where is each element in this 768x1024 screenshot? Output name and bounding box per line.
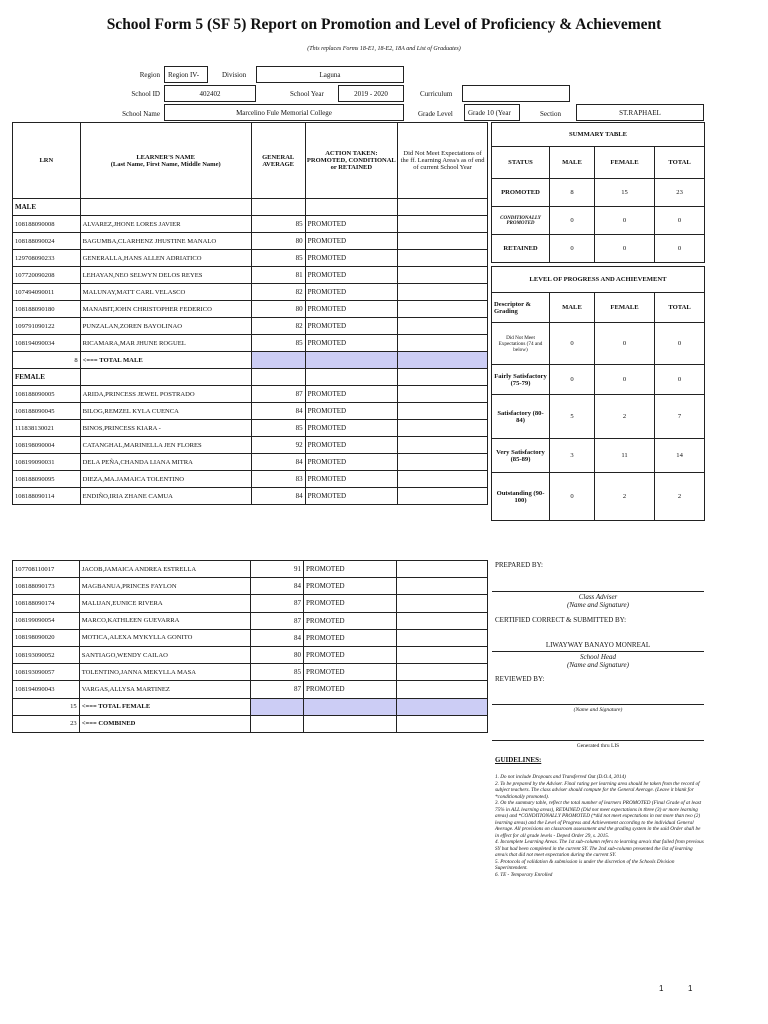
lrn-header: LRN: [13, 123, 81, 199]
learner-lrn: 108193090052: [13, 646, 80, 663]
blank-cell: [251, 199, 305, 216]
learners-table: [12, 122, 488, 505]
guideline-item: 1. Do not include Dropouts and Transferred Out (D.O.4, 2014): [495, 774, 626, 780]
learner-name: MANABIT,JOHN CHRISTOPHER FEDERICO: [80, 301, 251, 318]
learner-lrn: 108188090095: [13, 471, 81, 488]
prepared-by-label: PREPARED BY:: [495, 561, 543, 569]
learner-lrn: 108188090174: [13, 595, 80, 612]
male-section-label: MALE: [13, 199, 81, 216]
progress-title: LEVEL OF PROGRESS AND ACHIEVEMENT: [492, 267, 705, 293]
learner-action: PROMOTED: [304, 664, 397, 681]
adviser-sub: (Name and Signature): [567, 601, 629, 609]
learner-action: PROMOTED: [305, 233, 398, 250]
learner-name: DIEZA,MA.JAMAICA TOLENTINO: [80, 471, 251, 488]
learner-name: BINOS,PRINCESS KIARA -: [80, 420, 251, 437]
combined-row: [13, 715, 488, 732]
school-year-label: School Year: [290, 90, 324, 98]
learner-action: PROMOTED: [305, 488, 398, 505]
female-section-label: FEMALE: [13, 369, 81, 386]
learner-average: 84: [251, 403, 305, 420]
school-head-sub: (Name and Signature): [567, 661, 629, 669]
learner-lrn: 108194090034: [13, 335, 81, 352]
summary-col-status: STATUS: [492, 147, 550, 179]
learner-lrn: 108194090043: [13, 681, 80, 698]
summary-row-status: PROMOTED: [492, 179, 550, 207]
blank-cell: [398, 199, 488, 216]
learner-name: ALVAREZ,JHONE LORES JAVIER: [80, 216, 251, 233]
learner-name: CATANGHAL,MARINELLA JEN FLORES: [80, 437, 251, 454]
grade-level-field: Grade 10 (Year: [464, 104, 520, 121]
learner-nme: [398, 233, 488, 250]
learner-row: [13, 595, 488, 612]
learner-average: 87: [251, 681, 304, 698]
section-label: Section: [540, 110, 561, 118]
learner-nme: [397, 578, 488, 595]
progress-cell: 0: [550, 473, 595, 521]
learner-row: [13, 664, 488, 681]
male-section: [13, 199, 488, 216]
learner-average: 85: [251, 420, 305, 437]
learner-nme: [397, 595, 488, 612]
learner-lrn: 108188090114: [13, 488, 81, 505]
progress-col-male: MALE: [550, 293, 595, 323]
learner-average: 80: [251, 301, 305, 318]
learner-name: MALUNAY,MATT CARL VELASCO: [80, 284, 251, 301]
learner-row: [13, 318, 488, 335]
learner-nme: [398, 267, 488, 284]
learner-action: PROMOTED: [304, 578, 397, 595]
learner-name: VARGAS,ALLYSA MARTINEZ: [79, 681, 251, 698]
learner-nme: [397, 646, 488, 663]
learner-row: [13, 216, 488, 233]
shaded-cell: [251, 698, 304, 715]
learner-average: 87: [251, 595, 304, 612]
name-header: LEARNER'S NAME (Last Name, First Name, Middle Name): [80, 123, 251, 199]
learner-name: ENDIÑO,IRIA ZHANE CAMUA: [80, 488, 251, 505]
learner-action: PROMOTED: [304, 561, 397, 578]
certified-label: CERTIFIED CORRECT & SUBMITTED BY:: [495, 616, 627, 624]
learner-lrn: 108199090031: [13, 454, 81, 471]
blank-cell: [397, 715, 488, 732]
learner-nme: [398, 301, 488, 318]
learner-name: MARCO,KATHLEEN GUEVARRA: [79, 612, 251, 629]
progress-cell: 0: [655, 323, 705, 365]
progress-cell: 2: [655, 473, 705, 521]
grade-level-label: Grade Level: [418, 110, 453, 118]
head-signature-line: [492, 651, 704, 652]
summary-cell: 23: [655, 179, 705, 207]
learner-row: [13, 646, 488, 663]
combined-count: 23: [13, 715, 80, 732]
summary-cell: 0: [655, 207, 705, 235]
learner-average: 87: [251, 386, 305, 403]
learner-nme: [398, 488, 488, 505]
total-female-label: <=== TOTAL FEMALE: [79, 698, 251, 715]
school-head-name: LIWAYWAY BANAYO MONREAL: [545, 641, 651, 649]
learner-name: GENERALLA,HANS ALLEN ADRIATICO: [80, 250, 251, 267]
school-head-role: School Head: [580, 653, 616, 661]
learner-row: [13, 267, 488, 284]
learner-average: 81: [251, 267, 305, 284]
learner-average: 85: [251, 664, 304, 681]
school-name-label: School Name: [122, 110, 160, 118]
progress-cell: 7: [655, 395, 705, 439]
blank-cell: [305, 199, 398, 216]
learner-lrn: 111838130021: [13, 420, 81, 437]
learner-action: PROMOTED: [305, 454, 398, 471]
guideline-item: 5. Protocols of validation & submission is under the discretion of the Schools Division Superintendent.: [495, 858, 675, 871]
curriculum-field: [462, 85, 570, 102]
action-header: ACTION TAKEN: PROMOTED, CONDITIONAL or RETAINED: [305, 123, 398, 199]
page-title: School Form 5 (SF 5) Report on Promotion and Level of Proficiency & Achievement: [106, 16, 662, 33]
learner-row: [13, 561, 488, 578]
learner-average: 87: [251, 612, 304, 629]
learner-lrn: 108198090004: [13, 437, 81, 454]
progress-col-total: TOTAL: [655, 293, 705, 323]
learner-lrn: 129708090233: [13, 250, 81, 267]
learner-nme: [398, 216, 488, 233]
progress-col-desc: Descriptor & Grading: [492, 293, 550, 323]
blank-cell: [80, 369, 251, 386]
learner-action: PROMOTED: [305, 437, 398, 454]
summary-cell: 15: [594, 179, 654, 207]
learner-action: PROMOTED: [304, 681, 397, 698]
curriculum-label: Curriculum: [420, 90, 453, 98]
learner-action: PROMOTED: [304, 646, 397, 663]
learner-row: [13, 284, 488, 301]
summary-cell: 0: [594, 235, 654, 263]
learner-name: PUNZALAN,ZOREN BAYOLINAO: [80, 318, 251, 335]
total-male-label: <=== TOTAL MALE: [80, 352, 251, 369]
guideline-item: 2. To be prepared by the Adviser. Final rating per learning area should be taken from the record of subject teachers. The class adviser should compute for the General Average. (Leave it blank for *conditionally promoted).: [495, 780, 700, 800]
learner-action: PROMOTED: [305, 267, 398, 284]
learner-average: 91: [251, 561, 304, 578]
division-label: Division: [222, 71, 247, 79]
learner-lrn: 108188090173: [13, 578, 80, 595]
total-female-count: 15: [13, 698, 80, 715]
learner-name: MALIJAN,EUNICE RIVERA: [79, 595, 251, 612]
learner-average: 85: [251, 216, 305, 233]
progress-cell: 0: [594, 365, 654, 395]
learner-nme: [398, 403, 488, 420]
learner-action: PROMOTED: [304, 595, 397, 612]
learner-row: [13, 629, 488, 646]
learner-name: MAGBANUA,PRINCES FAYLON: [79, 578, 251, 595]
learner-average: 85: [251, 335, 305, 352]
learner-action: PROMOTED: [305, 335, 398, 352]
learner-average: 84: [251, 488, 305, 505]
learner-name: SANTIAGO,WENDY CAILAO: [79, 646, 251, 663]
reviewed-by-label: REVIEWED BY:: [495, 675, 545, 683]
progress-cell: 0: [550, 365, 595, 395]
school-name-field: Marcelino Fule Memorial College: [164, 104, 404, 121]
reviewer-signature-line: [492, 704, 704, 705]
learner-name: DELA PEÑA,CHANDA LIANA MITRA: [80, 454, 251, 471]
learner-action: PROMOTED: [305, 318, 398, 335]
page-count: 1: [688, 984, 693, 993]
learner-nme: [398, 420, 488, 437]
learner-name: ARIDA,PRINCESS JEWEL POSTRADO: [80, 386, 251, 403]
learner-nme: [398, 250, 488, 267]
blank-cell: [251, 369, 305, 386]
progress-cell: 5: [550, 395, 595, 439]
learner-row: [13, 578, 488, 595]
total-male-count: 8: [13, 352, 81, 369]
learner-lrn: 108188090005: [13, 386, 81, 403]
learner-name: JACOB,JAMAICA ANDREA ESTRELLA: [79, 561, 251, 578]
shaded-cell: [305, 352, 398, 369]
learner-nme: [398, 284, 488, 301]
learner-row: [13, 233, 488, 250]
guidelines-title: GUIDELINES:: [495, 756, 542, 764]
learner-nme: [398, 454, 488, 471]
total-male: [13, 352, 488, 369]
summary-cell: 0: [550, 207, 595, 235]
learner-name: LEHAYAN,NEO SELWYN DELOS REYES: [80, 267, 251, 284]
blank-cell: [305, 369, 398, 386]
shaded-cell: [397, 698, 488, 715]
adviser-signature-line: [492, 591, 704, 592]
guideline-item: 6. TE - Temporary Enrolled: [495, 871, 553, 878]
learner-action: PROMOTED: [304, 612, 397, 629]
page-subtitle: (This replaces Forms 18-E1, 18-E2, 18A and List of Graduates): [307, 46, 461, 52]
progress-col-female: FEMALE: [594, 293, 654, 323]
learner-nme: [397, 629, 488, 646]
learner-average: 82: [251, 318, 305, 335]
learner-lrn: 107708110017: [13, 561, 80, 578]
progress-cell: 3: [550, 439, 595, 473]
learner-average: 80: [251, 646, 304, 663]
progress-cell: 0: [594, 323, 654, 365]
learner-name: TOLENTINO,JANNA MEKYLLA MASA: [79, 664, 251, 681]
blank-cell: [251, 715, 304, 732]
progress-cell: 0: [550, 323, 595, 365]
blank-cell: [398, 369, 488, 386]
learner-nme: [398, 335, 488, 352]
learner-nme: [397, 664, 488, 681]
page-number: 1: [659, 984, 664, 993]
summary-title: SUMMARY TABLE: [492, 123, 705, 147]
progress-cell: 14: [655, 439, 705, 473]
guideline-item: 4. Incomplete Learning Areas. The 1st sub-column refers to learning area/s that failed from previous SY but had been completed in the current SY. The 2nd sub-column presented the list of learning area/s that did not meet expectation during the current SY.: [495, 839, 704, 858]
learner-lrn: 108188090180: [13, 301, 81, 318]
school-id-label: School ID: [131, 90, 160, 98]
learner-row: [13, 420, 488, 437]
shaded-cell: [304, 698, 397, 715]
summary-row-status: CONDITIONALLY PROMOTED: [492, 207, 550, 235]
learner-nme: [397, 561, 488, 578]
region-field: Region IV-: [164, 66, 208, 83]
summary-cell: 0: [655, 235, 705, 263]
shaded-cell: [398, 352, 488, 369]
summary-col-female: FEMALE: [594, 147, 654, 179]
summary-col-total: TOTAL: [655, 147, 705, 179]
learner-average: 84: [251, 454, 305, 471]
total-female: [13, 698, 488, 715]
learner-action: PROMOTED: [305, 471, 398, 488]
learner-nme: [398, 318, 488, 335]
learner-row: [13, 386, 488, 403]
learner-lrn: 108193090057: [13, 664, 80, 681]
learner-action: PROMOTED: [305, 301, 398, 318]
summary-table: [491, 122, 705, 263]
school-id-field: 402402: [164, 85, 256, 102]
shaded-cell: [251, 352, 305, 369]
learner-row: [13, 301, 488, 318]
learner-nme: [398, 437, 488, 454]
learner-action: PROMOTED: [305, 420, 398, 437]
learner-name: RICAMARA,MAR JHUNE ROGUEL: [80, 335, 251, 352]
learner-action: PROMOTED: [305, 284, 398, 301]
progress-desc: Satisfactory (80-84): [492, 395, 550, 439]
learners-table-continued: [12, 560, 488, 733]
reviewer-sub: (Name and Signature): [573, 707, 623, 713]
learner-lrn: 108188090008: [13, 216, 81, 233]
summary-cell: 8: [550, 179, 595, 207]
learner-name: BAGUMBA,CLARHENZ JHUSTINE MANALO: [80, 233, 251, 250]
summary-row-status: RETAINED: [492, 235, 550, 263]
learner-action: PROMOTED: [304, 629, 397, 646]
learner-average: 92: [251, 437, 305, 454]
learner-lrn: 108188090024: [13, 233, 81, 250]
learner-lrn: 108188090045: [13, 403, 81, 420]
learner-nme: [398, 386, 488, 403]
learner-nme: [397, 612, 488, 629]
learner-lrn: 108198090020: [13, 629, 80, 646]
learner-row: [13, 403, 488, 420]
school-year-field: 2019 - 2020: [338, 85, 404, 102]
learner-average: 83: [251, 471, 305, 488]
summary-col-male: MALE: [550, 147, 595, 179]
progress-desc: Very Satisfactory (85-89): [492, 439, 550, 473]
learner-row: [13, 250, 488, 267]
blank-cell: [80, 199, 251, 216]
summary-cell: 0: [594, 207, 654, 235]
learner-average: 84: [251, 578, 304, 595]
summary-cell: 0: [550, 235, 595, 263]
learner-row: [13, 488, 488, 505]
average-header: GENERAL AVERAGE: [251, 123, 305, 199]
learner-name: BILOG,REMZEL KYLA CUENCA: [80, 403, 251, 420]
learner-name: MOTICA,ALEXA MYKYLLA GONITO: [79, 629, 251, 646]
progress-cell: 2: [594, 473, 654, 521]
progress-table: [491, 266, 705, 521]
learner-action: PROMOTED: [305, 216, 398, 233]
learner-row: [13, 681, 488, 698]
learner-average: 80: [251, 233, 305, 250]
learner-nme: [398, 471, 488, 488]
learner-row: [13, 437, 488, 454]
learner-nme: [397, 681, 488, 698]
progress-cell: 11: [594, 439, 654, 473]
nme-header: Did Not Meet Expectations of the ff. Learning Area/s as of end of current School Year: [398, 123, 488, 199]
blank-cell: [304, 715, 397, 732]
guideline-item: 3. On the summary table, reflect the total number of learners PROMOTED (Final Grade of at least 75% in ALL learning areas), RETAINED (Did not meet expectations in three (3) or more learning areas) and *CONDITIONALLY PROMOTED (*did not meet expectations in not more than two (2) learning areas) and the Level of Progress and Achievement according to the individual General Average. All provisions on classroom assessment and the grading system in the said Order shall be in effect for all grade levels - Deped Order 29, s. 2015.: [495, 800, 702, 839]
progress-desc: Fairly Satisfactory (75-79): [492, 365, 550, 395]
learner-lrn: 107720090208: [13, 267, 81, 284]
combined-label: <=== COMBINED: [79, 715, 251, 732]
section-field: ST.RAPHAEL: [576, 104, 704, 121]
region-label: Region: [139, 71, 160, 79]
progress-desc: Outstanding (90-100): [492, 473, 550, 521]
learner-row: [13, 454, 488, 471]
learner-lrn: 109791090122: [13, 318, 81, 335]
learner-average: 85: [251, 250, 305, 267]
learner-lrn: 108199090054: [13, 612, 80, 629]
generated-note: Generated thru LIS: [576, 743, 620, 749]
learner-row: [13, 471, 488, 488]
adviser-role: Class Adviser: [578, 593, 618, 601]
guidelines-list: [495, 774, 705, 878]
progress-cell: 0: [655, 365, 705, 395]
learner-action: PROMOTED: [305, 386, 398, 403]
female-section: [13, 369, 488, 386]
learner-row: [13, 335, 488, 352]
progress-cell: 2: [594, 395, 654, 439]
learner-row: [13, 612, 488, 629]
progress-desc: Did Not Meet Expectations (74 and below): [492, 323, 550, 365]
division-field: Laguna: [256, 66, 404, 83]
generated-line: [492, 740, 704, 741]
learner-action: PROMOTED: [305, 403, 398, 420]
learner-average: 82: [251, 284, 305, 301]
learner-average: 84: [251, 629, 304, 646]
learner-action: PROMOTED: [305, 250, 398, 267]
page-break: [0, 525, 768, 558]
learner-lrn: 107494090011: [13, 284, 81, 301]
